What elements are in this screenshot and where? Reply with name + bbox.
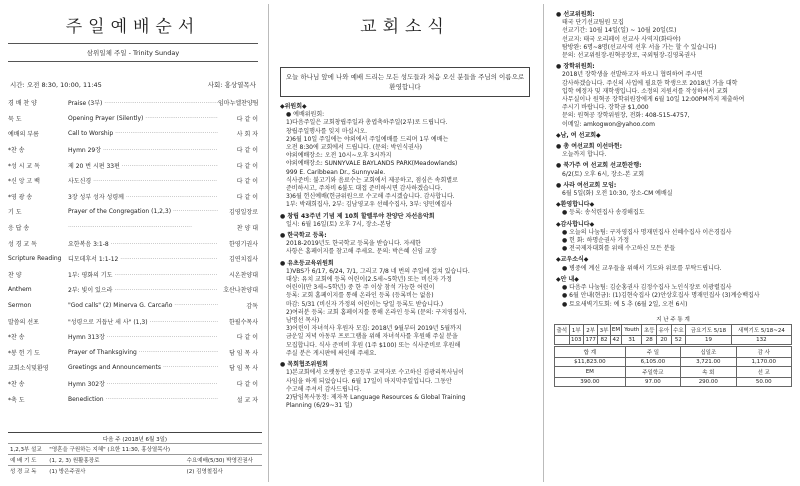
- stats-title: 지 난 주 통 계: [656, 316, 690, 323]
- section-line: 사무실이나 원혁공 장학위원장에게 6월 10일 12:00PM까지 제출하여: [562, 96, 745, 104]
- order-item: 3장 성부 성자 성령께 ·····: [68, 192, 218, 201]
- offering-cell: 1,170.00: [736, 357, 791, 366]
- stats-row: [555, 324, 792, 335]
- offering-cell: 주일학교: [625, 366, 680, 377]
- offering-row: [555, 346, 792, 357]
- order-row: [8, 95, 258, 111]
- schedule-cell: "영혼을 구원하는 지혜" (요한 11:30, 홍상열목사): [47, 444, 184, 455]
- order-person: 다 같 이: [236, 193, 258, 201]
- service-leader: 사회: 홍상열목사: [207, 81, 256, 89]
- order-item: 디모데후서 1:1-12 ·····: [68, 254, 218, 263]
- announcement-section: [280, 260, 530, 358]
- stats-cell: [555, 335, 570, 344]
- section-line: 2)6월 10일 주일에는 야외에서 주일예배를 드리며 1부 예배는: [286, 135, 449, 143]
- order-list: [8, 95, 258, 407]
- order-label: 기 도: [8, 209, 22, 217]
- order-person: 한필수목사: [229, 318, 258, 326]
- order-row: [8, 157, 258, 173]
- section-line: 1)다음주일은 교회창립주일과 총엽축하주일(2부)로 드립니다.: [286, 119, 448, 127]
- section-line: ● 병중에 계신 교우들을 위해서 기도와 위로를 부탁드립니다.: [562, 264, 722, 272]
- announcement-section: [556, 63, 790, 129]
- stats-cell: 52: [671, 335, 686, 344]
- order-person: 감독: [246, 303, 258, 311]
- section-heading: ◆환영합니다◆: [556, 201, 595, 209]
- section-line: 감사하겠습니다. 주신의 사업에 필요한 학생으로 2018년 가을 대학: [562, 79, 738, 87]
- order-label: 말씀의 선포: [8, 318, 39, 326]
- order-label: 찬 양: [8, 271, 22, 279]
- order-item: Hymn 29장 ·····: [68, 145, 218, 154]
- stats-cell: 1부: [569, 324, 583, 335]
- order-row: [8, 391, 258, 407]
- order-item: "God calls" (2) Minerva G. Carcaño ·····: [68, 302, 218, 309]
- section-line: 1부: 박래희집사, 2부: 김남영교우 선혜수집사, 3부: 양민예집사: [286, 201, 453, 209]
- order-label: *찬 송: [8, 147, 25, 155]
- stats-cell: Youth: [622, 324, 642, 335]
- order-row: [8, 345, 258, 361]
- order-item: [68, 224, 218, 231]
- order-person: 찬 양 대: [236, 225, 258, 233]
- announcement-section: [556, 221, 790, 254]
- sunday-subtitle: 삼위일체 주일 - Trinity Sunday: [8, 43, 258, 62]
- section-heading: ● 사라 여선교회 모임:: [556, 181, 617, 189]
- schedule-row: [8, 444, 262, 455]
- section-line: ● 예배위원회:: [286, 111, 325, 119]
- section-line: ● 오늘의 나눔팀: 구자영집사 명재민집사 선혜수집사 이은경집사: [562, 228, 732, 236]
- order-item: 요한복음 3:1-8 ·····: [68, 239, 218, 248]
- section-line: 6/2(토) 오후 6시, 장소-본 교회: [562, 170, 645, 178]
- section-heading: ◆안 내◆: [556, 275, 579, 283]
- announcement-section: [556, 201, 790, 217]
- service-time: 시간: 오전 8:30, 10:00, 11:45: [10, 81, 102, 89]
- schedule-cell: 예 배 기 도: [8, 455, 47, 466]
- order-person: 한영기권사: [229, 240, 258, 248]
- order-person: 사 회 자: [236, 131, 258, 139]
- section-heading: ● 한국학교 등록:: [280, 232, 327, 240]
- order-row: [8, 204, 258, 220]
- section-line: 3)6월 헌신예배(헌금위원으로 수고해 주시겠습니다. 감사합니다.: [286, 193, 455, 201]
- order-row: [8, 142, 258, 158]
- offering-cell: 50.00: [736, 377, 791, 386]
- section-line: 문의: 선교위원장-원혁공장로, 국외팀장-김영록권사: [562, 52, 696, 60]
- order-person: 김영일장로: [229, 209, 258, 217]
- stats-row: [555, 335, 792, 344]
- offering-cell: 390.00: [555, 377, 626, 386]
- section-line: 모집합니다. 식사 준비비 후원 (1주 $100) 또는 식사준비로 후원해: [286, 341, 461, 349]
- section-line: ● 다음주 나눔팀: 김순홍권사 김정수집사 노인식장로 이광렬집사: [562, 284, 732, 292]
- offering-cell: 290.00: [681, 377, 736, 386]
- stats-cell: 출석: [555, 324, 570, 335]
- order-item: Prayer of the Congregation (1,2,3) ·····: [68, 208, 218, 215]
- announcements-title: 교회소식: [360, 17, 450, 37]
- section-line: 수고해 주셔서 감사드립니다.: [286, 385, 362, 393]
- order-label: *봉 헌 기 도: [8, 349, 40, 357]
- order-label: Sermon: [8, 302, 32, 310]
- stats-cell: 3부: [598, 324, 610, 335]
- section-line: 2018년 장학생을 선발하고자 하오니 협력하여 주시면: [562, 71, 703, 79]
- order-label: 묵 도: [8, 115, 22, 123]
- order-row: [8, 360, 258, 376]
- offering-cell: 합 계: [555, 346, 626, 357]
- section-line: 오늘까지 합니다.: [562, 151, 607, 159]
- order-label: *성 시 교 독: [8, 162, 40, 170]
- order-item: Praise (3부) ·····: [68, 98, 218, 107]
- order-person: 김연치집사: [229, 256, 258, 264]
- section-line: 등록: 교회 홈페이지를 통해 온라인 등록 (등록비는 없음): [286, 292, 434, 300]
- order-item: 사도신경 ·····: [68, 176, 218, 185]
- section-line: 오전 8:30에 교회에서 드립니다. (문의: 박인식권사): [286, 144, 422, 152]
- worship-order-title: 주일예배순서: [65, 17, 201, 37]
- stats-cell: 새벽기도 5/18~24: [731, 324, 791, 335]
- announcement-section: [556, 132, 790, 140]
- section-heading: ● 총 여선교회 이선마헌:: [556, 143, 623, 151]
- order-row: [8, 126, 258, 142]
- offering-cell: 십일조: [681, 346, 736, 357]
- section-heading: ● 창립 43주년 기념 제 10회 할렐루야 찬양단 자선음악회: [280, 212, 435, 220]
- announcement-section: [556, 143, 790, 159]
- announcement-section: [556, 276, 790, 309]
- order-row: [8, 173, 258, 189]
- section-heading: ● 북가주 여 선교회 선교한잔행:: [556, 162, 642, 170]
- order-row: [8, 282, 258, 298]
- order-label: *신 앙 고 백: [8, 178, 40, 186]
- section-line: 2)담임목사동정: 제자목 Language Resources & Global Training: [286, 393, 466, 401]
- section-line: 남명선 목사): [286, 317, 320, 325]
- schedule-cell: (1) 방은주권사: [47, 466, 184, 477]
- section-line: 야외예배장소: SUNNYVALE BAYLANDS PARK(Meadowlands): [286, 160, 458, 168]
- order-person: 임마누엘찬양팀: [218, 100, 259, 108]
- announcement-section: [280, 213, 530, 229]
- order-label: 성 경 교 독: [8, 240, 37, 248]
- order-item: 제 20 번 시편 33편 ·····: [68, 161, 218, 170]
- section-line: 일시: 6월 16일(토) 오후 7시, 장소-본당: [286, 220, 392, 228]
- order-row: [8, 313, 258, 329]
- order-label: *찬 송: [8, 334, 25, 342]
- order-row: [8, 298, 258, 314]
- order-item: Call to Worship ·····: [68, 130, 218, 137]
- order-person: 담 임 목 사: [229, 365, 258, 373]
- stats-cell: 2부: [583, 324, 597, 335]
- stats-cell: 103: [571, 336, 582, 343]
- offering-row: [555, 357, 792, 366]
- offering-cell: EM: [555, 366, 626, 377]
- weekly-stats: [554, 315, 792, 387]
- section-line: 어린이(만 3세~5학년) 중 한 주 이상 참석 가능한 어린이: [286, 284, 435, 292]
- order-person: 다 같 이: [236, 380, 258, 388]
- stats-cell: EM: [610, 324, 622, 335]
- section-line: 선교기간: 10월 14일(일) ~ 10월 20일(토): [562, 27, 677, 35]
- announcement-section: [280, 232, 530, 257]
- section-line: 준비하시고, 주차비 6불도 대접 준비하시면 감사하겠습니다.: [286, 185, 443, 193]
- order-item: Hymn 302장 ·····: [68, 379, 218, 388]
- section-line: ● 6월 안내(현금): (1)김현숙집사 (2)안상호집사 명재민집사 (3)계승백집사: [562, 292, 760, 300]
- offering-cell: $11,823.00: [555, 357, 626, 366]
- announcement-section: [556, 162, 790, 178]
- section-line: 야외예배장소: 오전 10시~오후 3시까지: [286, 152, 392, 160]
- order-item: 2부: 빛이 있으라 ·····: [68, 285, 218, 294]
- section-line: ● 전국제자대회를 위해 수고하신 모든 분들: [562, 245, 676, 253]
- next-week-schedule: [8, 432, 262, 476]
- announcement-section: [280, 361, 530, 410]
- order-item: Greetings and Announcements ·····: [68, 364, 218, 371]
- offering-cell: 선 교: [736, 366, 791, 377]
- stats-cell: 금요기도 5/18: [686, 324, 732, 335]
- section-line: 마감: 5/31 (비신자 가정의 어린이는 당일 등록도 받습니다.): [286, 300, 444, 308]
- section-line: 입학 예정자 및 재학생입니다. 소정의 지원서를 작성하셔서 교회: [562, 87, 728, 95]
- order-row: [8, 220, 258, 236]
- section-line: 주실 분은 게시판에 싸인해 주세요.: [286, 349, 377, 357]
- order-item: 1부: 평화의 기도 ·····: [68, 270, 218, 279]
- section-line: 6월 5일(화) 오전 10:30, 장소-CM 예배실: [562, 190, 673, 198]
- order-item: Benediction ·····: [68, 396, 218, 403]
- section-heading: ● 장학위원회:: [556, 63, 595, 71]
- section-line: ● 헌 화: 하명순권사 가정: [562, 237, 630, 245]
- schedule-cell: [185, 444, 262, 455]
- stats-cell: 초등: [642, 324, 657, 335]
- section-line: ● 토요새벽기도회: 예 5 추 (6월 2일, 오전 6시): [562, 300, 688, 308]
- section-line: 999 E. Caribbean Dr., Sunnyvale.: [286, 168, 386, 176]
- section-heading: ● 선교위원회:: [556, 11, 595, 18]
- order-person: 다 같 이: [236, 147, 258, 155]
- offering-cell: 97.00: [625, 377, 680, 386]
- order-person: 다 같 이: [236, 334, 258, 342]
- order-item: Hymn 313장 ·····: [68, 332, 218, 341]
- section-line: 선교지: 태국 오리페이 선교사 사역지(화타야): [562, 35, 681, 43]
- news-column: [546, 0, 800, 486]
- offering-cell: 3,721.00: [681, 357, 736, 366]
- order-row: [8, 376, 258, 392]
- order-person: 다 같 이: [236, 162, 258, 170]
- order-row: [8, 329, 258, 345]
- schedule-cell: 1,2,3부 설교: [8, 444, 47, 455]
- schedule-cell: (1, 2, 3) 원활홍장로: [47, 455, 184, 466]
- schedule-row: [8, 466, 262, 477]
- section-line: 3)어린이 자녀석사 후원자 모집: 2018년 9월부터 2019년 5월까지: [286, 325, 462, 333]
- stats-cell: 20: [657, 335, 672, 344]
- stats-cell: 31: [622, 335, 642, 344]
- worship-order-column: [0, 0, 266, 486]
- offering-cell: 6,105.00: [625, 357, 680, 366]
- order-label: *영 광 송: [8, 193, 33, 201]
- order-label: 응 답 송: [8, 225, 30, 233]
- order-row: [8, 251, 258, 267]
- announcement-section: [280, 103, 530, 210]
- order-row: [8, 267, 258, 283]
- order-label: *찬 송: [8, 380, 25, 388]
- stats-cell: 28: [642, 335, 657, 344]
- section-line: 주시기 바랍니다. 장학금 $1,000: [562, 104, 649, 112]
- schedule-cell: (2) 김영철집사: [185, 466, 262, 477]
- section-heading: ● 유초등교육위원회: [280, 259, 334, 267]
- offering-row: [555, 366, 792, 377]
- order-item: Prayer of Thanksgiving ·····: [68, 349, 218, 356]
- section-line: 이메일: amkogwon@yahoo.com: [562, 120, 655, 128]
- offering-cell: 감 사: [736, 346, 791, 357]
- section-heading: ◆감사합니다◆: [556, 220, 595, 228]
- stats-cell: 42: [610, 335, 622, 344]
- section-heading: ◆교우소식◆: [556, 256, 589, 264]
- stats-cell: 177: [585, 336, 596, 343]
- section-line: 창립주일행사를 잊지 마십시오.: [286, 127, 368, 135]
- stats-cell: 유아: [657, 324, 672, 335]
- order-item: "성령으로 거듭난 세 사" (1,3) ·····: [68, 317, 218, 326]
- section-line: 탐방완: 6명~8명(선교사역 선후 서을 가는 할 수 있습니다): [562, 43, 717, 51]
- section-line: 사항은 홈페이지를 참고해 주세요. 문의: 박은혜 신임 교장: [286, 248, 437, 256]
- order-person: 설 교 자: [236, 396, 258, 404]
- section-line: 대상: 유치 교회에 등록 어린이(2.5세~5학년) 또는 비신자 가정: [286, 276, 452, 284]
- announcement-section: [556, 11, 790, 60]
- order-label: 예배의 부름: [8, 131, 39, 139]
- order-person: 다 같 이: [236, 115, 258, 123]
- announcements-column: [270, 0, 540, 486]
- section-line: 1)본교회에서 오랫동안 중고등부 교역자로 수고하신 김광리목사님이: [286, 369, 464, 377]
- section-line: 사임을 하게 되었습니다. 6월 17일이 마지막주일입니다. 그동안: [286, 377, 452, 385]
- order-label: Anthem: [8, 286, 32, 294]
- section-line: 금운일 저녁 아동부 프로그램을 위해 자녀석사를 후원해 주실 분을: [286, 333, 458, 341]
- section-line: 2018-2019년도 한국학교 등록을 받습니다. 자세한: [286, 240, 421, 248]
- stats-table: [554, 324, 792, 345]
- section-line: 태국 단기선교팀원 모집: [562, 19, 624, 27]
- announcement-section: [556, 182, 790, 198]
- stats-cell: 수요: [671, 324, 686, 335]
- section-heading: ● 목회협조위원회: [280, 361, 328, 369]
- order-person: 담 임 목 사: [229, 349, 258, 357]
- column-divider: [543, 4, 544, 482]
- offering-row: [555, 377, 792, 386]
- schedule-cell: 수요예배(5/30) 박영진권사: [185, 455, 262, 466]
- order-person: 호산나찬양대: [223, 287, 258, 295]
- section-line: 식사준비: 불고기와 음료수는 교회에서 제공하고, 점심은 속회별로: [286, 176, 458, 184]
- column-divider: [268, 4, 269, 482]
- section-heading: ◆남, 여 선교회◆: [556, 131, 601, 139]
- section-line: 1)VBS가 6/17, 6/24, 7/1, 그리고 7/8 네 번의 주일에 걸쳐 있습니다.: [286, 267, 470, 275]
- order-item: Opening Prayer (Silently) ·····: [68, 115, 218, 122]
- order-person: 다 같 이: [236, 178, 258, 186]
- order-label: Scripture Reading: [8, 255, 62, 263]
- offering-cell: 속 회: [681, 366, 736, 377]
- welcome-box: 오늘 하나님 앞에 나와 예배 드리는 모든 성도들과 처음 오신 분들을 주님의 이름으로 환영합니다: [280, 67, 530, 97]
- schedule-table: [8, 443, 262, 476]
- order-row: [8, 189, 258, 205]
- order-row: [8, 111, 258, 127]
- schedule-cell: 성 경 교 독: [8, 466, 47, 477]
- stats-cell: 19: [686, 335, 732, 344]
- section-line: Planning (6/29~31 일): [286, 402, 353, 410]
- stats-cell: 82: [598, 335, 610, 344]
- order-row: [8, 235, 258, 251]
- schedule-row: [8, 455, 262, 466]
- order-person: 시온찬양대: [229, 271, 258, 279]
- order-label: *축 도: [8, 396, 25, 404]
- offering-table: [554, 346, 792, 387]
- order-label: 경 배 찬 양: [8, 100, 37, 108]
- stats-cell: 132: [731, 335, 791, 344]
- announcement-section: [556, 256, 790, 272]
- schedule-title: 다음 주 (2018년 6월 3일): [8, 432, 262, 443]
- section-line: ● 등록: 송석련집사 송경해집도: [562, 209, 645, 217]
- order-label: 교회소식및환영: [8, 365, 49, 373]
- section-line: 2)여러분 등록: 교회 홈페이지를 통해 온라인 등록 (문의: 구지영집사,: [286, 308, 467, 316]
- section-line: 문의: 원혁공 장학위원장, 전화: 408-515-4757,: [562, 112, 690, 120]
- section-heading: ◆위원회◆: [280, 103, 307, 110]
- offering-cell: 주 일: [625, 346, 680, 357]
